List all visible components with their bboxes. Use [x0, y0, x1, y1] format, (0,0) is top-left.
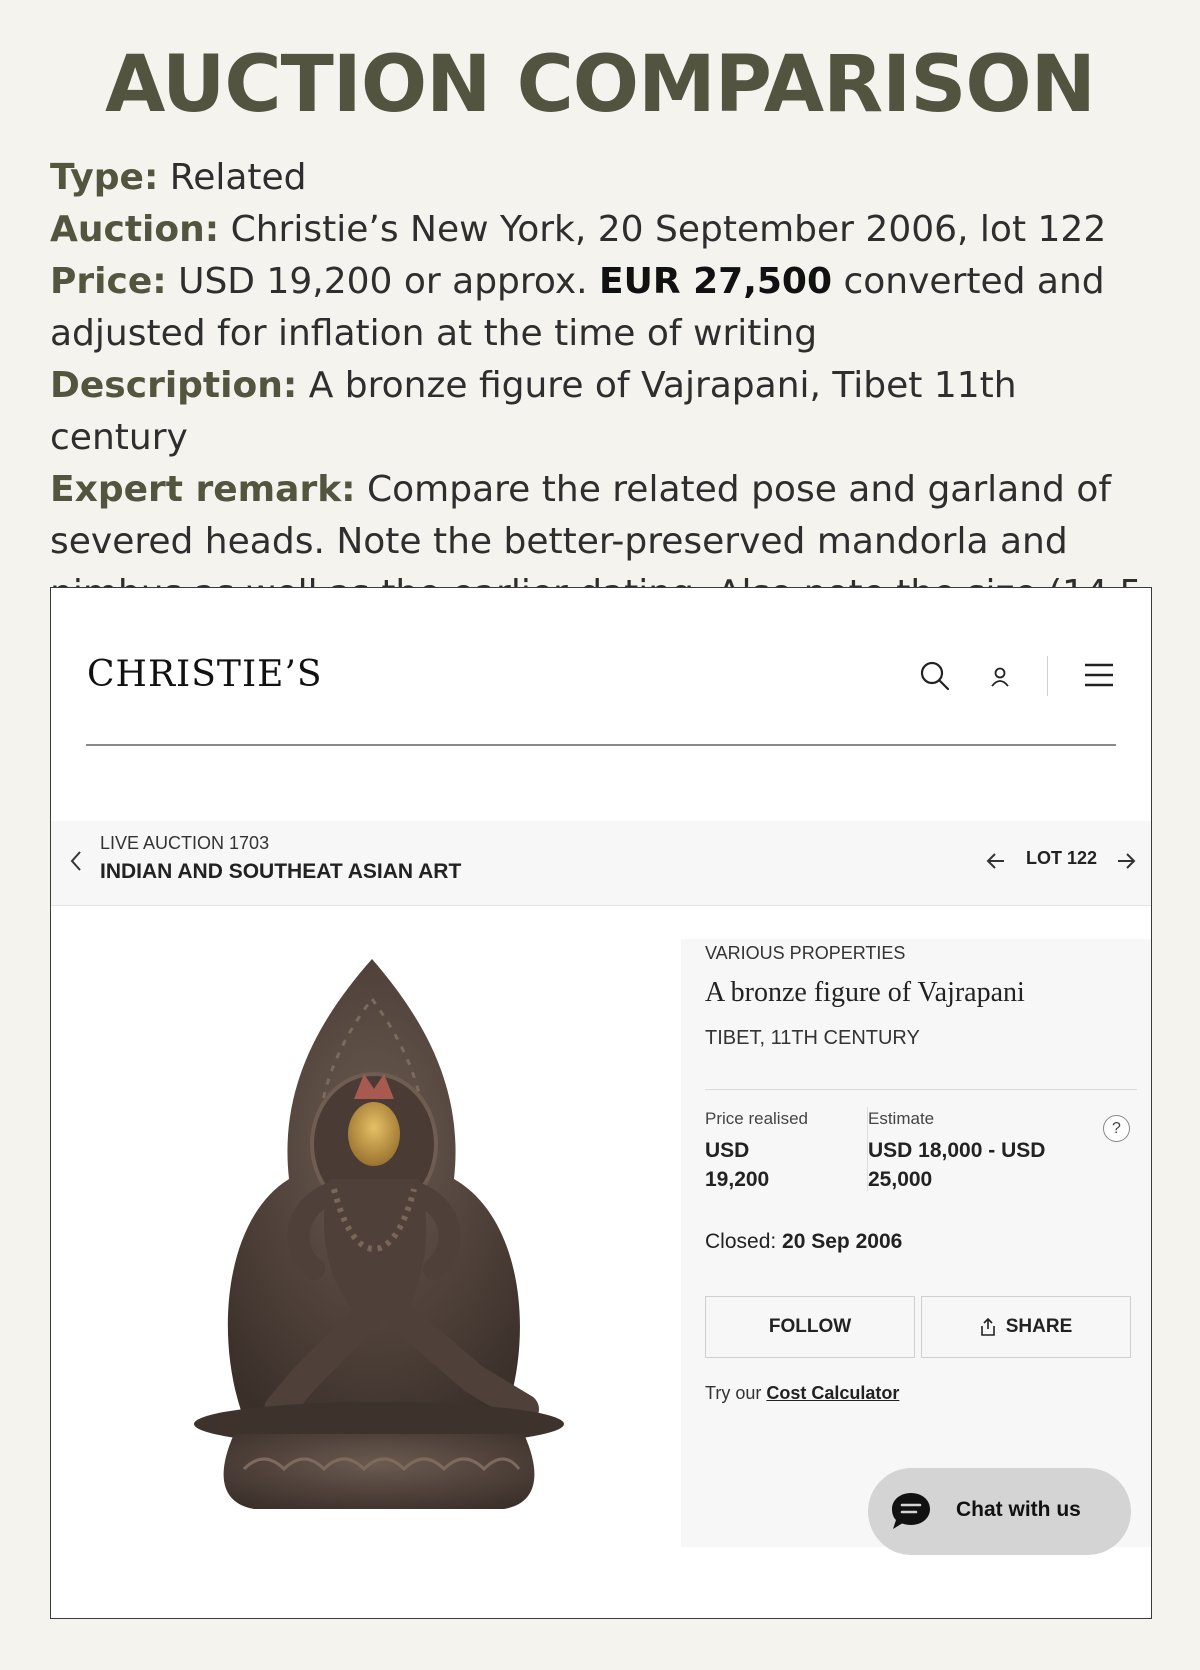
estimate-value: USD 18,000 - USD 25,000	[868, 1139, 1046, 1191]
user-icon[interactable]	[989, 666, 1011, 688]
price-highlight: EUR 27,500	[599, 261, 833, 302]
lot-origin: TIBET, 11TH CENTURY	[705, 1027, 920, 1049]
cost-calculator-link[interactable]: Cost Calculator	[766, 1383, 900, 1403]
share-button[interactable]	[921, 1296, 1131, 1358]
lot-section: VARIOUS PROPERTIES	[705, 943, 906, 963]
type-value: Related	[169, 157, 307, 198]
vajrapani-figure-image	[64, 939, 681, 1547]
christies-logo[interactable]: CHRISTIE’S	[87, 654, 323, 695]
share-label: SHARE	[1005, 1316, 1073, 1337]
header-divider	[1047, 656, 1048, 696]
auction-value: Christie’s New York, 20 September 2006, lot 122	[230, 209, 1107, 250]
calc-prefix: Try our	[705, 1383, 762, 1403]
chat-label: Chat with us	[956, 1498, 1081, 1521]
auction-label: Auction:	[50, 209, 220, 250]
price-realised-value: USD 19,200	[705, 1139, 770, 1191]
lot-title: A bronze figure of Vajrapani	[705, 977, 1025, 1008]
description-value: A bronze figure of Vajrapani, Tibet 11th century	[50, 365, 1017, 458]
auction-line	[50, 204, 1160, 256]
christies-screenshot	[50, 587, 1152, 1619]
closed-label: Closed:	[705, 1230, 777, 1253]
header-rule	[86, 744, 1116, 746]
price-prefix: USD 19,200 or approx.	[178, 261, 588, 302]
closed-value: 20 Sep 2006	[782, 1230, 903, 1253]
sale-number: LIVE AUCTION 1703	[100, 833, 270, 853]
closed-date	[705, 1230, 902, 1254]
description-line	[50, 360, 1160, 464]
remark-value: Compare the related pose and garland of severed heads. Note the better-preserved mandorla and	[50, 469, 1112, 562]
details-divider	[705, 1089, 1137, 1090]
chat-bubble-icon	[890, 1491, 932, 1531]
estimate-label: Estimate	[868, 1109, 935, 1128]
price-realised-label: Price realised	[705, 1109, 808, 1128]
chat-button[interactable]	[868, 1468, 1131, 1555]
chevron-left-icon[interactable]	[69, 850, 83, 872]
price-line	[50, 256, 1160, 360]
follow-label: FOLLOW	[768, 1316, 852, 1337]
price-label: Price:	[50, 261, 167, 302]
price-suffix: converted and adjusted for inflation at the time of writing	[50, 261, 1105, 354]
cost-calculator-line	[705, 1383, 899, 1404]
description-label: Description:	[50, 365, 298, 406]
lot-details	[681, 939, 1151, 1547]
arrow-left-icon[interactable]	[986, 851, 1006, 871]
search-icon[interactable]	[919, 660, 951, 692]
share-icon	[980, 1318, 996, 1336]
page-heading: AUCTION COMPARISON	[105, 40, 1095, 130]
remark-label: Expert remark:	[50, 469, 356, 510]
sale-title[interactable]: INDIAN AND SOUTHEAT ASIAN ART	[100, 860, 462, 883]
menu-icon[interactable]	[1084, 662, 1114, 688]
sale-bar	[51, 821, 1151, 906]
help-icon[interactable]: ?	[1103, 1115, 1130, 1142]
arrow-right-icon[interactable]	[1116, 851, 1136, 871]
type-label: Type:	[50, 157, 159, 198]
type-line	[50, 152, 1160, 204]
follow-button[interactable]	[705, 1296, 915, 1358]
lot-image[interactable]	[64, 939, 681, 1547]
lot-number: LOT 122	[1026, 848, 1098, 868]
